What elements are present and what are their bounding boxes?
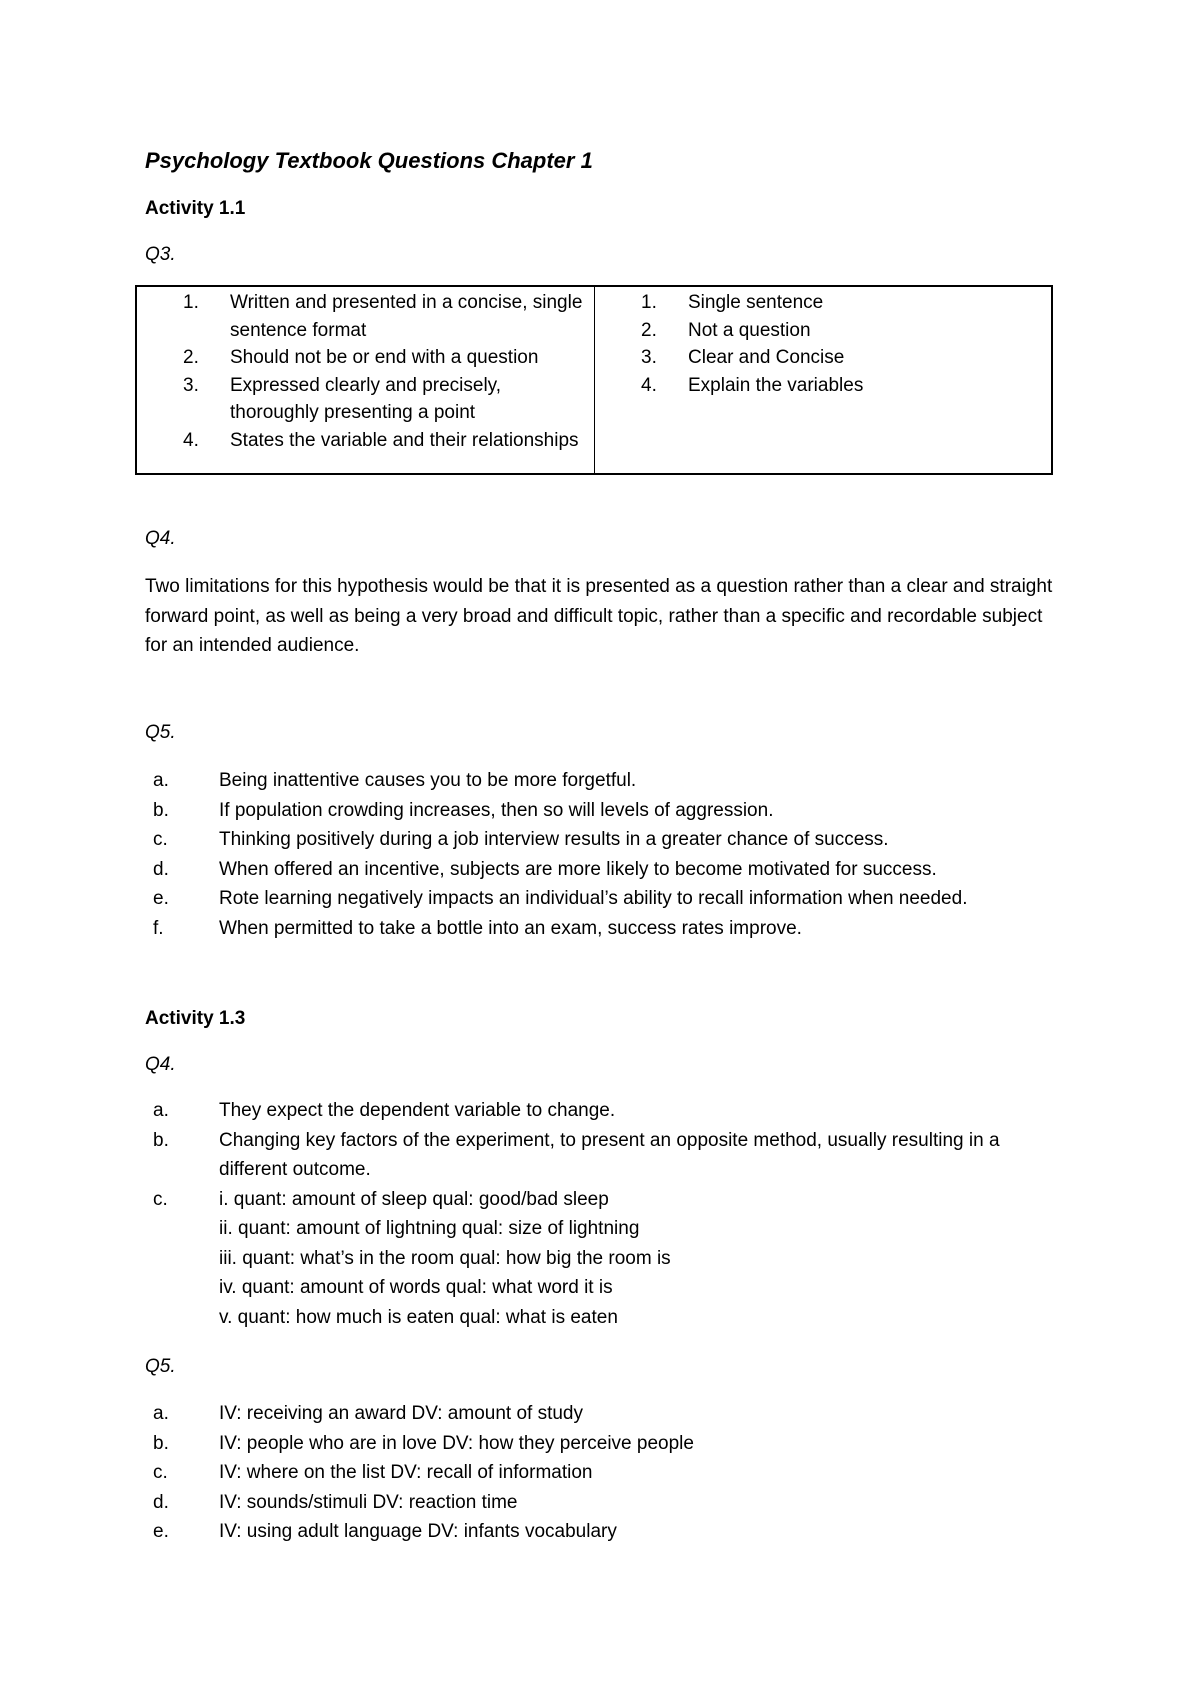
list-item: c. IV: where on the list DV: recall of information <box>153 1462 593 1483</box>
sub-line: iv. quant: amount of words qual: what word it is <box>219 1277 613 1298</box>
table-right-column <box>595 287 1051 473</box>
activity-1-1-q4-answer: Two limitations for this hypothesis would be that it is presented as a question rather than a clear and straight forward point, as well as being a very broad and difficult topic, rather than a specific and recordable subject for an intended audience. <box>145 576 1053 656</box>
table-right-item: 2. Not a question <box>641 319 811 341</box>
table-left-item: 1. Written and presented in a concise, single sentence format <box>183 292 583 341</box>
activity-1-1-q3-label: Q3. <box>145 244 176 265</box>
table-right-item: 1. Single sentence <box>641 292 824 313</box>
table-right-item: 4. Explain the variables <box>641 374 864 396</box>
list-item: b. IV: people who are in love DV: how they perceive people <box>153 1432 694 1454</box>
list-item: d. IV: sounds/stimuli DV: reaction time <box>153 1491 518 1513</box>
sub-line: iii. quant: what’s in the room qual: how big the room is <box>219 1247 671 1269</box>
table-right-item: 3. Clear and Concise <box>641 347 845 368</box>
activity-1-1-heading: Activity 1.1 <box>145 198 246 219</box>
activity-1-1-q4-label: Q4. <box>145 528 176 549</box>
hypothesis-criteria-table <box>135 285 1053 475</box>
sub-line: v. quant: how much is eaten qual: what is eaten <box>219 1306 618 1328</box>
list-item: f. When permitted to take a bottle into an exam, success rates improve. <box>153 917 802 939</box>
list-item: a. They expect the dependent variable to change. <box>153 1100 616 1121</box>
activity-1-3-q5-list <box>145 1399 1065 1547</box>
activity-1-3-q5-label: Q5. <box>145 1356 176 1377</box>
document-title: Psychology Textbook Questions Chapter 1 <box>145 148 593 173</box>
activity-1-3-heading: Activity 1.3 <box>145 1008 246 1029</box>
table-left-item: 4. States the variable and their relationships <box>183 429 579 451</box>
activity-1-3-q4-list <box>145 1096 1065 1332</box>
sub-line: ii. quant: amount of lightning qual: size of lightning <box>219 1218 640 1239</box>
list-item: c. i. quant: amount of sleep qual: good/bad sleep ii. quant: amount of lightning qual: size of lightning iii. quant: what’s in the room qual: how big the room is iv. quant: amount of words qual: what word it is v. quant: how much is eaten qual: what is eaten <box>145 1185 1065 1333</box>
table-left-item: 2. Should not be or end with a question <box>183 347 539 368</box>
table-left-item: 3. Expressed clearly and precisely, thoroughly presenting a point <box>183 374 502 423</box>
list-item: c. Thinking positively during a job interview results in a greater chance of success. <box>153 829 889 850</box>
list-item: d. When offered an incentive, subjects are more likely to become motivated for success. <box>153 858 937 880</box>
list-item: e. Rote learning negatively impacts an individual’s ability to recall information when needed. <box>153 888 968 909</box>
activity-1-1-q5-label: Q5. <box>145 722 176 743</box>
table-left-column <box>137 287 595 473</box>
activity-1-3-q4-label: Q4. <box>145 1054 176 1075</box>
list-item: a. Being inattentive causes you to be more forgetful. <box>153 770 637 791</box>
list-item: b. If population crowding increases, then so will levels of aggression. <box>153 799 774 821</box>
list-item: e. IV: using adult language DV: infants vocabulary <box>153 1521 617 1542</box>
list-item: b. Changing key factors of the experiment, to present an opposite method, usually resulting in a different outcome. <box>153 1129 1000 1180</box>
sub-line: i. quant: amount of sleep qual: good/bad sleep <box>219 1188 609 1210</box>
activity-1-1-q5-list <box>145 766 1065 943</box>
list-item: a. IV: receiving an award DV: amount of study <box>153 1403 583 1424</box>
